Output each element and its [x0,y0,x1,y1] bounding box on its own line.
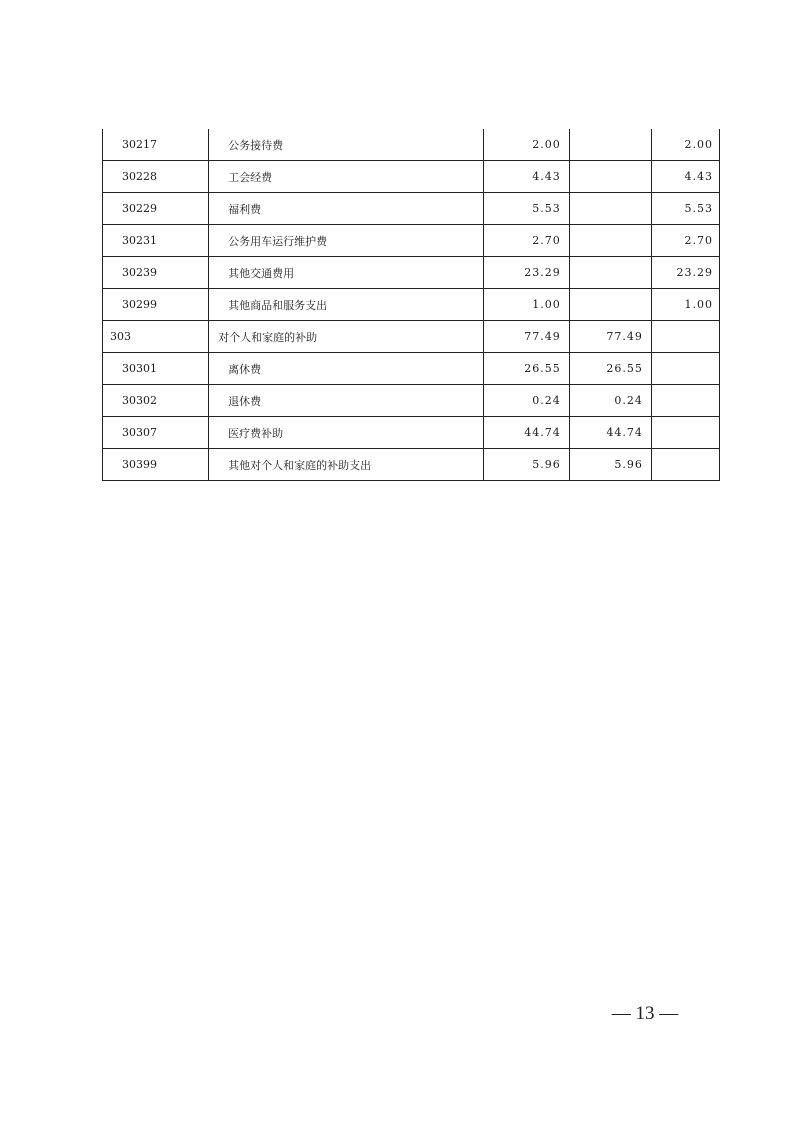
cell-subject-code: 30228 [103,161,209,193]
cell-total-amount: 77.49 [483,321,569,353]
cell-basic-expenditure [569,289,651,321]
cell-subject-name: 对个人和家庭的补助 [209,321,483,353]
cell-subject-code: 30399 [103,449,209,481]
table-row [103,353,720,385]
table-row [103,161,720,193]
cell-total-amount: 1.00 [483,289,569,321]
page-number: — 13 — [611,1003,679,1024]
cell-subject-name: 其他交通费用 [209,257,483,289]
cell-subject-name: 退休费 [209,385,483,417]
cell-subject-code: 303 [103,321,209,353]
cell-project-expenditure [651,353,719,385]
cell-basic-expenditure [569,129,651,161]
cell-subject-name: 公务接待费 [209,129,483,161]
table-row [103,129,720,161]
expenditure-table [102,129,720,481]
cell-total-amount: 23.29 [483,257,569,289]
cell-project-expenditure [651,385,719,417]
cell-subject-code: 30239 [103,257,209,289]
cell-subject-code: 30307 [103,417,209,449]
table-row [103,321,720,353]
cell-project-expenditure: 23.29 [651,257,719,289]
cell-subject-name: 其他商品和服务支出 [209,289,483,321]
cell-basic-expenditure: 77.49 [569,321,651,353]
cell-project-expenditure: 1.00 [651,289,719,321]
cell-basic-expenditure [569,225,651,257]
table-row [103,417,720,449]
table-row [103,385,720,417]
cell-subject-code: 30301 [103,353,209,385]
cell-basic-expenditure [569,193,651,225]
table-row [103,449,720,481]
cell-total-amount: 5.96 [483,449,569,481]
expenditure-table-container [102,129,720,481]
cell-basic-expenditure: 26.55 [569,353,651,385]
cell-project-expenditure: 4.43 [651,161,719,193]
table-body [103,129,720,481]
cell-total-amount: 44.74 [483,417,569,449]
cell-subject-name: 工会经费 [209,161,483,193]
cell-project-expenditure: 2.70 [651,225,719,257]
cell-subject-code: 30302 [103,385,209,417]
table-row [103,257,720,289]
cell-subject-name: 公务用车运行维护费 [209,225,483,257]
cell-project-expenditure [651,449,719,481]
cell-subject-name: 医疗费补助 [209,417,483,449]
cell-basic-expenditure [569,257,651,289]
cell-basic-expenditure: 0.24 [569,385,651,417]
cell-basic-expenditure [569,161,651,193]
cell-total-amount: 0.24 [483,385,569,417]
cell-total-amount: 5.53 [483,193,569,225]
table-row [103,289,720,321]
cell-basic-expenditure: 44.74 [569,417,651,449]
cell-project-expenditure: 5.53 [651,193,719,225]
cell-subject-name: 福利费 [209,193,483,225]
table-row [103,225,720,257]
cell-project-expenditure [651,417,719,449]
cell-total-amount: 26.55 [483,353,569,385]
cell-total-amount: 2.70 [483,225,569,257]
cell-subject-code: 30299 [103,289,209,321]
cell-project-expenditure: 2.00 [651,129,719,161]
cell-subject-name: 其他对个人和家庭的补助支出 [209,449,483,481]
cell-subject-name: 离休费 [209,353,483,385]
cell-subject-code: 30229 [103,193,209,225]
cell-project-expenditure [651,321,719,353]
cell-total-amount: 4.43 [483,161,569,193]
table-row [103,193,720,225]
cell-total-amount: 2.00 [483,129,569,161]
cell-basic-expenditure: 5.96 [569,449,651,481]
cell-subject-code: 30231 [103,225,209,257]
cell-subject-code: 30217 [103,129,209,161]
